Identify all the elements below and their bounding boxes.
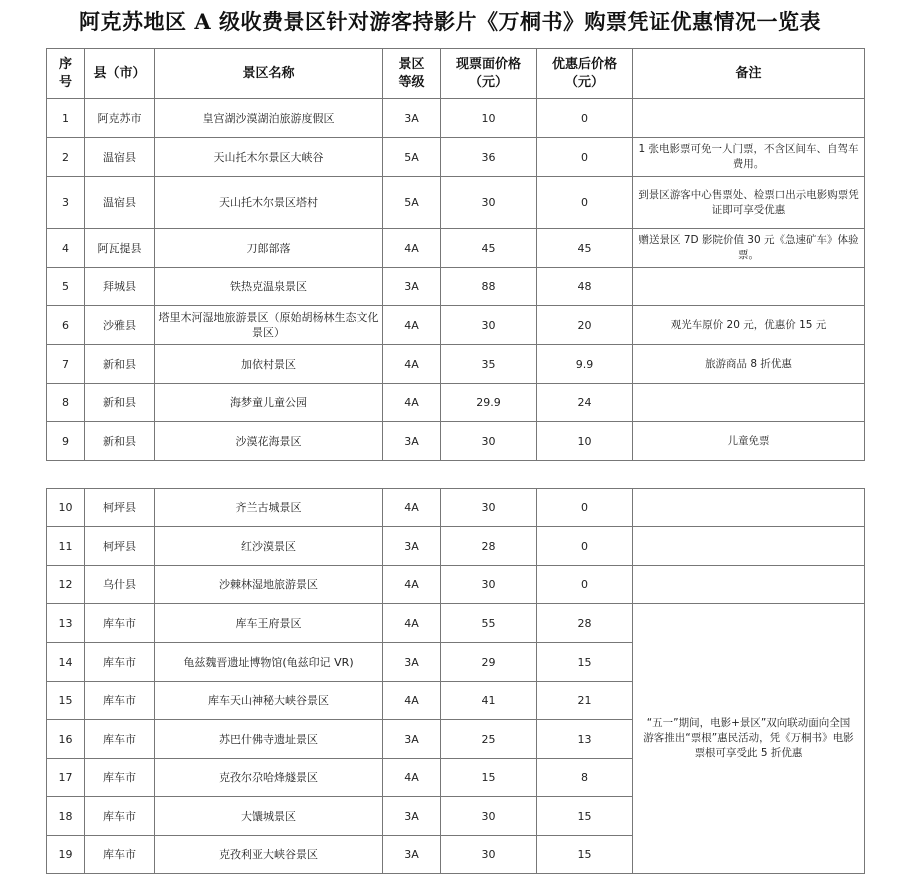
notes-cell xyxy=(633,527,865,566)
table-row: 13 库车市 库车王府景区 4A 55 28 “五一”期间，电影+景区”双向联动面向全国游客推出“票根”惠民活动，凭《万桐书》电影票根可享受此 5 折优惠 xyxy=(47,604,865,643)
notes-cell xyxy=(633,489,865,527)
discount-table-part-2 xyxy=(46,488,865,874)
table-row: 17 库车市 克孜尔尕哈烽燧景区 4A 15 8 xyxy=(47,759,865,797)
header-row xyxy=(47,49,865,99)
notes-cell: 儿童免票 xyxy=(633,422,865,461)
table-row: 2 温宿县 天山托木尔景区大峡谷 5A 36 0 1 张电影票可免一人门票，不含区间车、自驾车费用。 xyxy=(47,138,865,177)
table-row: 5 拜城县 铁热克温泉景区 3A 88 48 xyxy=(47,268,865,306)
table-row: 7 新和县 加依村景区 4A 35 9.9 旅游商品 8 折优惠 xyxy=(47,345,865,384)
table-row: 9 新和县 沙漠花海景区 3A 30 10 儿童免票 xyxy=(47,422,865,461)
table-row: 6 沙雅县 塔里木河湿地旅游景区（原始胡杨林生态文化景区） 4A 30 20 观光车原价 20 元，优惠价 15 元 xyxy=(47,306,865,345)
header-seq: 序 号 xyxy=(47,49,85,99)
table-row: 14 库车市 龟兹魏晋遗址博物馆(龟兹印记 VR) 3A 29 15 xyxy=(47,643,865,682)
header-level: 景区 等级 xyxy=(383,49,441,99)
table-row: 16 库车市 苏巴什佛寺遗址景区 3A 25 13 xyxy=(47,720,865,759)
table-title: 阿克苏地区 A 级收费景区针对游客持影片《万桐书》购票凭证优惠情况一览表 xyxy=(79,9,821,34)
table-row: 12 乌什县 沙棘林湿地旅游景区 4A 30 0 xyxy=(47,566,865,604)
table-row: 10 柯坪县 齐兰古城景区 4A 30 0 xyxy=(47,489,865,527)
table-row: 19 库车市 克孜利亚大峡谷景区 3A 30 15 xyxy=(47,836,865,874)
notes-cell xyxy=(633,268,865,306)
header-scenic-name: 景区名称 xyxy=(155,49,383,99)
notes-cell: 赠送景区 7D 影院价值 30 元《急速矿车》体验票。 xyxy=(633,229,865,268)
header-notes: 备注 xyxy=(633,49,865,99)
notes-cell: 到景区游客中心售票处、检票口出示电影购票凭证即可享受优惠 xyxy=(633,177,865,229)
notes-cell: 观光车原价 20 元，优惠价 15 元 xyxy=(633,306,865,345)
table-row: 11 柯坪县 红沙漠景区 3A 28 0 xyxy=(47,527,865,566)
notes-cell-merged: “五一”期间，电影+景区”双向联动面向全国游客推出“票根”惠民活动，凭《万桐书》电影票根可享受此 5 折优惠 xyxy=(633,604,865,874)
notes-cell xyxy=(633,384,865,422)
notes-cell xyxy=(633,99,865,138)
header-price: 现票面价格 （元） xyxy=(441,49,537,99)
table-row: 4 阿瓦提县 刀郎部落 4A 45 45 赠送景区 7D 影院价值 30 元《急速矿车》体验票。 xyxy=(47,229,865,268)
table-row: 1 阿克苏市 皇宫湖沙漠湖泊旅游度假区 3A 10 0 xyxy=(47,99,865,138)
discount-table-part-1 xyxy=(46,48,865,461)
notes-cell xyxy=(633,566,865,604)
table-row: 8 新和县 海梦童儿童公园 4A 29.9 24 xyxy=(47,384,865,422)
table-row: 15 库车市 库车天山神秘大峡谷景区 4A 41 21 xyxy=(47,682,865,720)
table-row: 3 温宿县 天山托木尔景区塔村 5A 30 0 到景区游客中心售票处、检票口出示电影购票凭证即可享受优惠 xyxy=(47,177,865,229)
notes-cell: 旅游商品 8 折优惠 xyxy=(633,345,865,384)
table-row: 18 库车市 大馕城景区 3A 30 15 xyxy=(47,797,865,836)
header-county: 县（市） xyxy=(85,49,155,99)
header-discount-price: 优惠后价格 （元） xyxy=(537,49,633,99)
notes-cell: 1 张电影票可免一人门票，不含区间车、自驾车费用。 xyxy=(633,138,865,177)
